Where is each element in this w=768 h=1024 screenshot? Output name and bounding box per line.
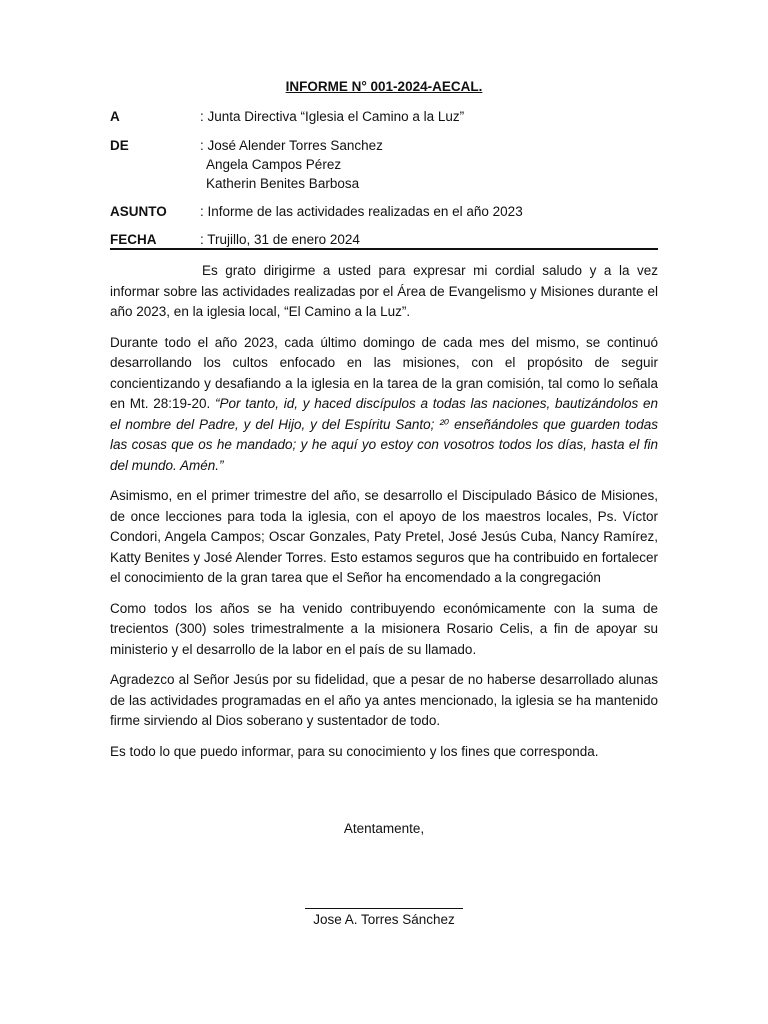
signature-line — [305, 908, 463, 909]
header-from-line-1: : José Alender Torres Sanchez — [200, 138, 383, 153]
header-date-label: FECHA — [110, 232, 157, 247]
header-subject-value: : Informe de las actividades realizadas en el año 2023 — [200, 204, 523, 219]
closing-salutation: Atentamente, — [343, 821, 425, 836]
paragraph-greeting: Es grato dirigirme a usted para expresar mi cordial saludo y a la vez informar sobre las actividades realizadas por el Área de Evangelismo y Misiones durante el año 2023, en la iglesia local, “El Camino a la Luz”. — [110, 263, 658, 319]
header-subject-label: ASUNTO — [110, 204, 167, 219]
paragraph-missions-intro: Durante todo el año 2023, cada último domingo de cada mes del mismo, se continuó desarrollando los cultos enfocado en las misiones, con el propósito de seguir concientizando y desafiando a la iglesia en la tarea de la gran comisión, tal como lo señala en Mt. 28:19-20. — [110, 334, 658, 411]
signature-name: Jose A. Torres Sánchez — [313, 912, 455, 927]
header-divider — [110, 248, 658, 250]
paragraph-gratitude: Agradezco al Señor Jesús por su fidelidad, que a pesar de no haberse desarrollado alunas de las actividades programadas en el año ya antes mencionado, la iglesia se ha mantenido firme sirviendo al Dios soberano y sustentador de todo. — [110, 672, 658, 728]
paragraph-discipleship: Asimismo, en el primer trimestre del año, se desarrollo el Discipulado Básico de Misiones, de once lecciones para toda la iglesia, con el apoyo de los maestros locales, Ps. Víctor Condori, Angela Campos; Oscar Gonzales, Paty Pretel, José Jesús Cuba, Nancy Ramírez, Katty Benites y José Alender Torres. Esto estamos seguros que ha contribuido en fortalecer el conocimiento de la gran tarea que el Señor ha encomendado a la congregación — [110, 488, 658, 585]
header-from-value — [200, 136, 383, 193]
header-to-label: A — [110, 109, 120, 124]
scripture-quote: “Por tanto, id, y haced discípulos a todas las naciones, bautizándolos en el nombre del Padre, y del Hijo, y del Espíritu Santo; ²⁰ enseñándoles que guarden todas las cosas que os he mandado; y he aquí yo estoy con vosotros todos los días, hasta el fin del mundo. Amén.” — [110, 396, 659, 473]
header-from-line-3: Katherin Benites Barbosa — [206, 176, 360, 191]
header-date-value: : Trujillo, 31 de enero 2024 — [200, 232, 360, 247]
paragraph-closing-remark: Es todo lo que puedo informar, para su conocimiento y los fines que corresponda. — [110, 743, 599, 759]
header-to-value: : Junta Directiva “Iglesia el Camino a la Luz” — [200, 109, 465, 124]
document-title: INFORME N° 001-2024-AECAL. — [285, 79, 483, 94]
header-from-line-2: Angela Campos Pérez — [206, 157, 342, 172]
header-from-label: DE — [110, 138, 129, 153]
paragraph-contribution: Como todos los años se ha venido contribuyendo económicamente con la suma de trecientos (300) soles trimestralmente a la misionera Rosario Celis, a fin de apoyar su ministerio y el desarrollo de la labor en el país de su llamado. — [110, 600, 658, 657]
paragraph-missions-services — [110, 333, 658, 477]
report-body — [110, 261, 658, 772]
